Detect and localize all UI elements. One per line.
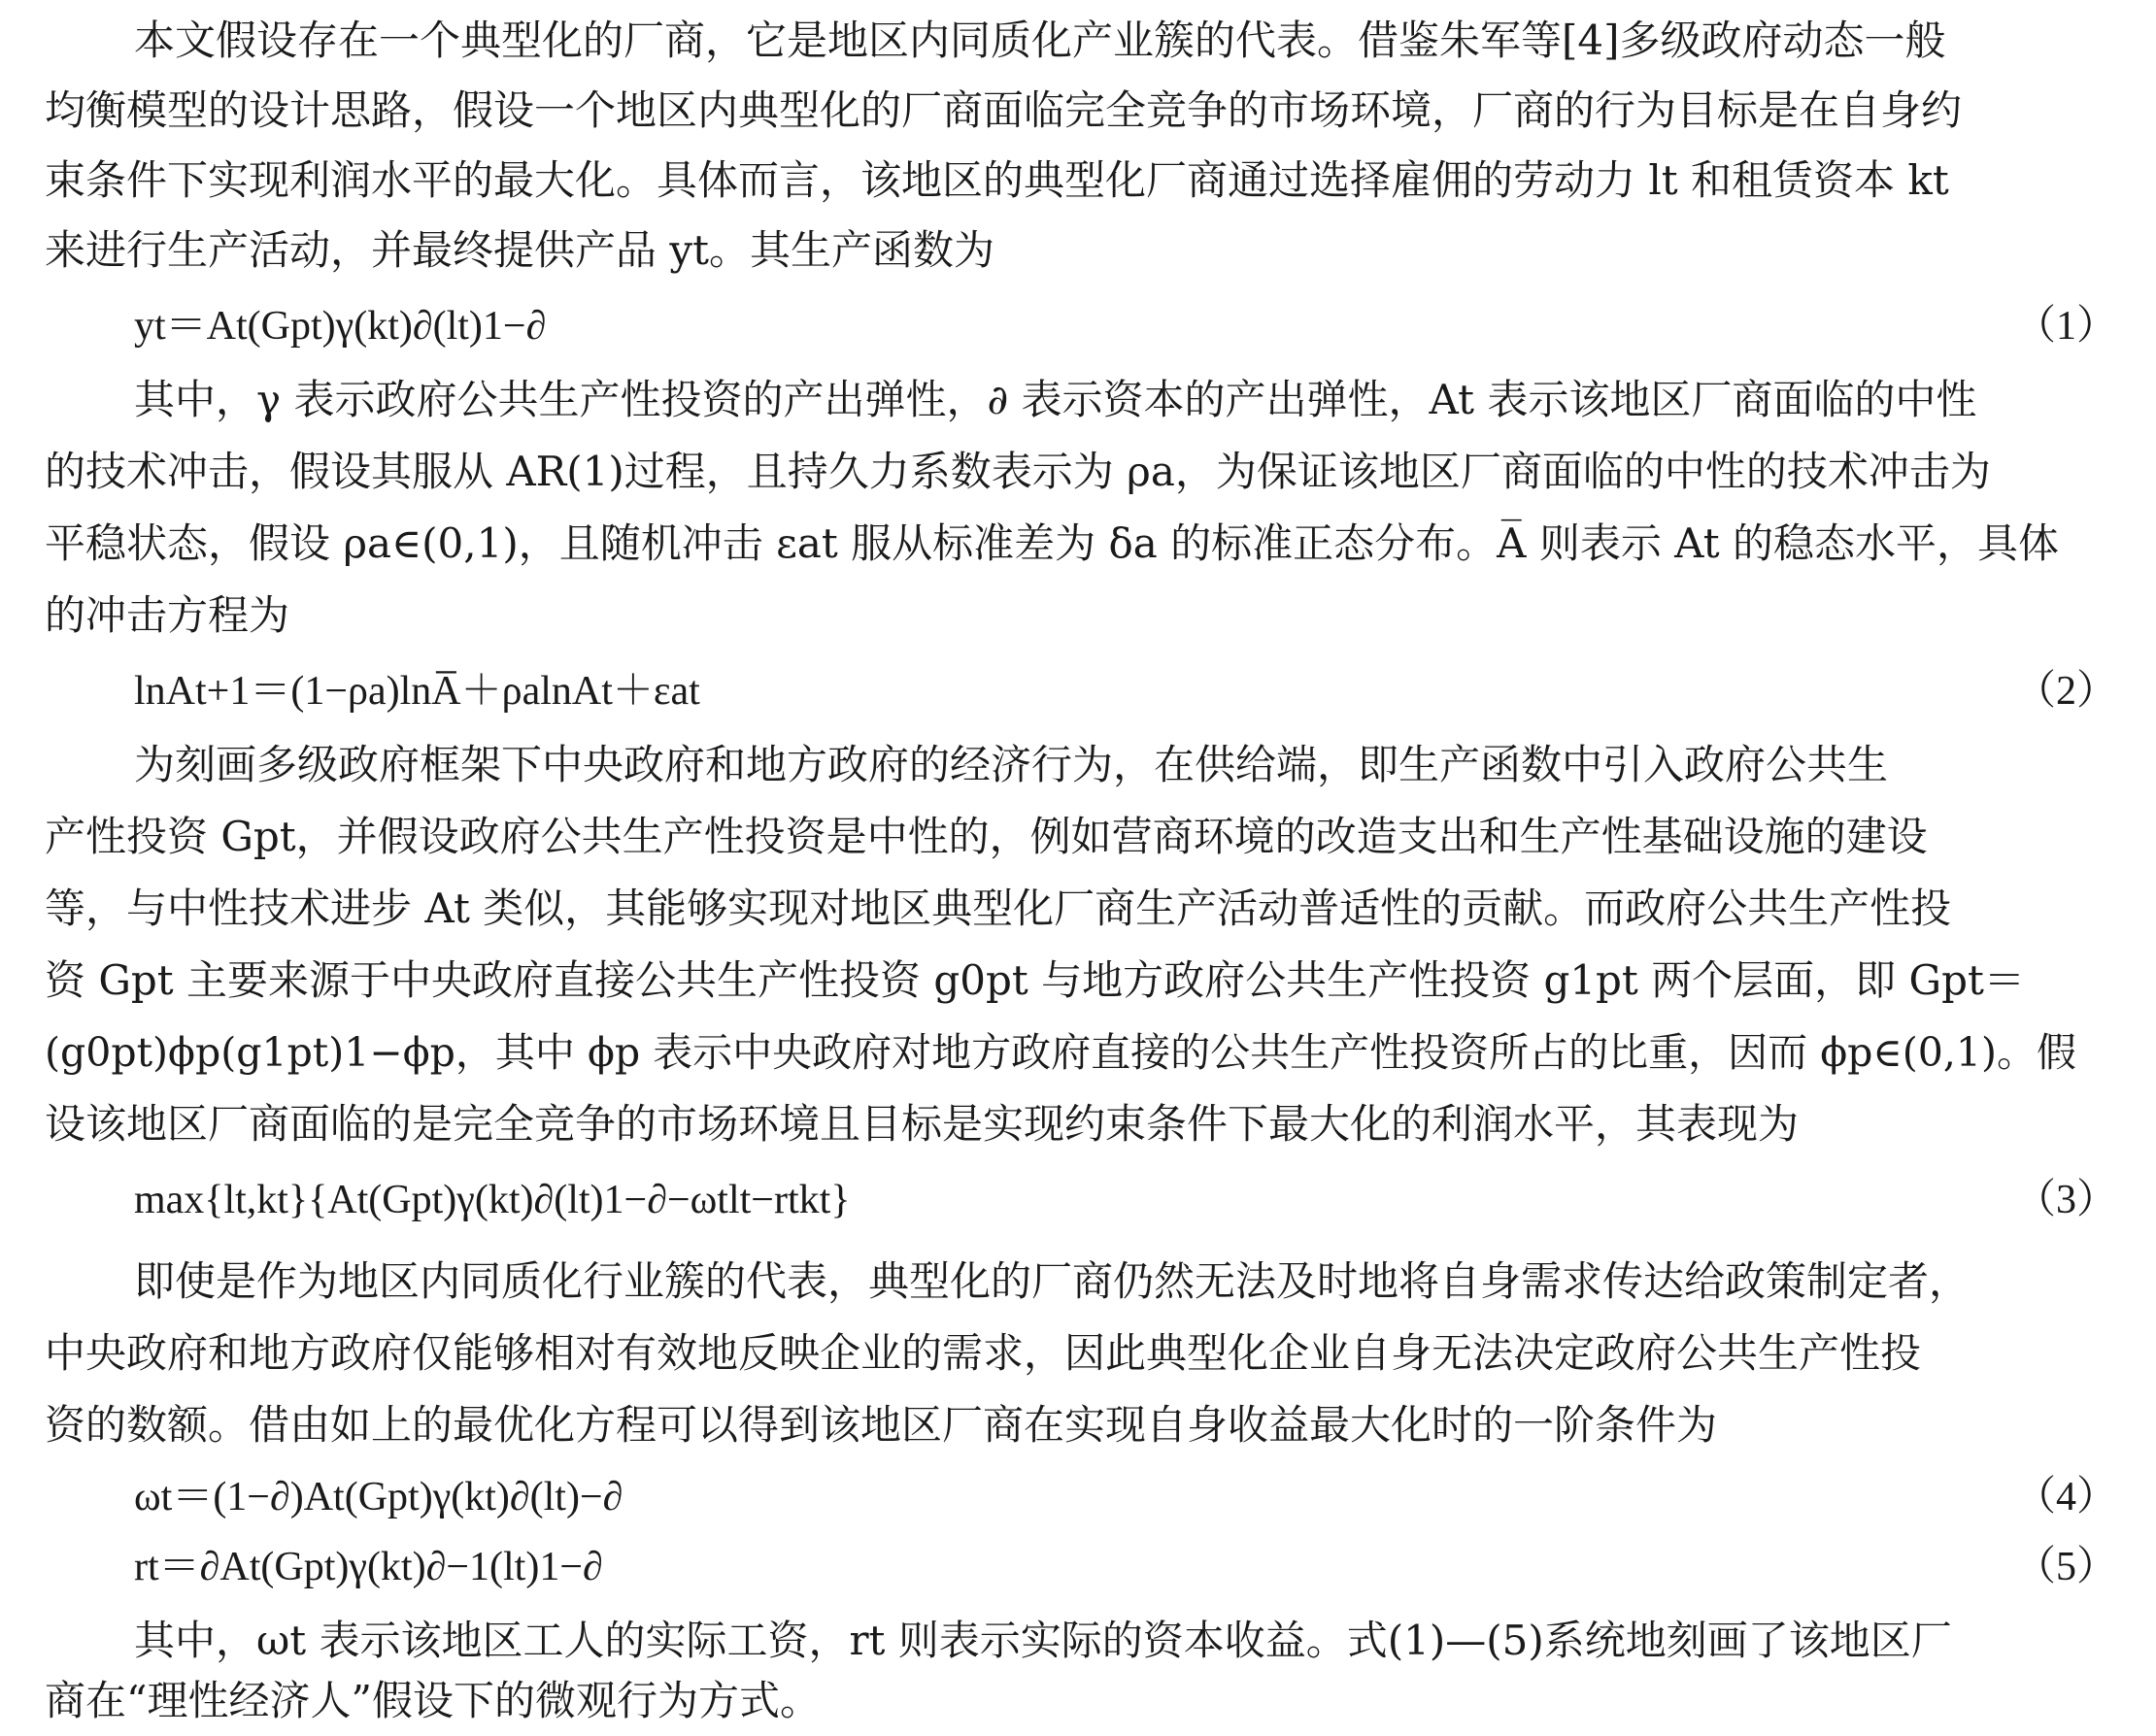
paragraph-5-line-1: 其中，ωt 表示该地区工人的实际工资，rt 则表示实际的资本收益。式(1)—(5)系统地刻画了该地区厂 (134, 1617, 1952, 1664)
paragraph-2-line-3: 平稳状态，假设 ρa∈(0,1)，且随机冲击 εat 服从标准差为 δa 的标准正态分布。A̅ 则表示 At 的稳态水平，具体 (45, 519, 2059, 567)
equation-4-number: （4） (2014, 1475, 2117, 1519)
paragraph-2-line-2: 的技术冲击，假设其服从 AR(1)过程，且持久力系数表示为 ρa，为保证该地区厂商面临的中性的技术冲击为 (45, 448, 1991, 495)
paragraph-3-line-6: 设该地区厂商面临的是完全竞争的市场环境且目标是实现约束条件下最大化的利润水平，其表现为 (45, 1100, 1800, 1148)
paragraph-5-line-2: 商在“理性经济人”假设下的微观行为方式。 (45, 1677, 821, 1724)
paragraph-1-line-3: 束条件下实现利润水平的最大化。具体而言，该地区的典型化厂商通过选择雇佣的劳动力 lt 和租赁资本 kt (45, 156, 1949, 204)
paragraph-4-line-2: 中央政府和地方政府仅能够相对有效地反映企业的需求，因此典型化企业自身无法决定政府公共生产性投 (45, 1329, 1922, 1377)
equation-2: lnAt+1＝(1−ρa)lnA̅＋ρalnAt＋εat (134, 669, 700, 714)
equation-2-number: （2） (2014, 669, 2117, 714)
paragraph-3-line-2: 产性投资 Gpt，并假设政府公共生产性投资是中性的，例如营商环境的改造支出和生产性基础设施的建设 (45, 813, 1928, 860)
equation-1: yt＝At(Gpt)γ(kt)∂(lt)1−∂ (134, 304, 547, 349)
paragraph-3-line-3: 等，与中性技术进步 At 类似，其能够实现对地区典型化厂商生产活动普适性的贡献。而政府公共生产性投 (45, 885, 1952, 932)
paragraph-1-line-1: 本文假设存在一个典型化的厂商，它是地区内同质化产业簇的代表。借鉴朱军等[4]多级政府动态一般 (134, 17, 1946, 64)
paragraph-3-line-1: 为刻画多级政府框架下中央政府和地方政府的经济行为，在供给端，即生产函数中引入政府公共生 (134, 741, 1889, 788)
paragraph-3-line-5: (g0pt)ϕp(g1pt)1−ϕp，其中 ϕp 表示中央政府对地方政府直接的公共生产性投资所占的比重，因而 ϕp∈(0,1)。假 (45, 1029, 2076, 1076)
paragraph-1-line-4: 来进行生产活动，并最终提供产品 yt。其生产函数为 (45, 226, 994, 274)
equation-1-number: （1） (2014, 304, 2117, 349)
paragraph-4-line-3: 资的数额。借由如上的最优化方程可以得到该地区厂商在实现自身收益最大化时的一阶条件为 (45, 1401, 1718, 1449)
paragraph-2-line-4: 的冲击方程为 (45, 591, 290, 639)
paragraph-3-line-4: 资 Gpt 主要来源于中央政府直接公共生产性投资 g0pt 与地方政府公共生产性投资 g1pt 两个层面，即 Gpt＝ (45, 956, 2025, 1004)
paragraph-4-line-1: 即使是作为地区内同质化行业簇的代表，典型化的厂商仍然无法及时地将自身需求传达给政策制定者， (134, 1257, 1971, 1305)
equation-3: max{lt,kt}{At(Gpt)γ(kt)∂(lt)1−∂−ωtlt−rtkt} (134, 1178, 851, 1222)
paragraph-2-line-1: 其中，γ 表示政府公共生产性投资的产出弹性，∂ 表示资本的产出弹性，At 表示该地区厂商面临的中性 (134, 376, 1977, 423)
equation-5-number: （5） (2014, 1545, 2117, 1589)
equation-3-number: （3） (2014, 1178, 2117, 1222)
equation-5: rt＝∂At(Gpt)γ(kt)∂−1(lt)1−∂ (134, 1545, 603, 1589)
paragraph-1-line-2: 均衡模型的设计思路，假设一个地区内典型化的厂商面临完全竞争的市场环境，厂商的行为目标是在自身约 (45, 86, 1963, 134)
equation-4: ωt＝(1−∂)At(Gpt)γ(kt)∂(lt)−∂ (134, 1475, 623, 1519)
